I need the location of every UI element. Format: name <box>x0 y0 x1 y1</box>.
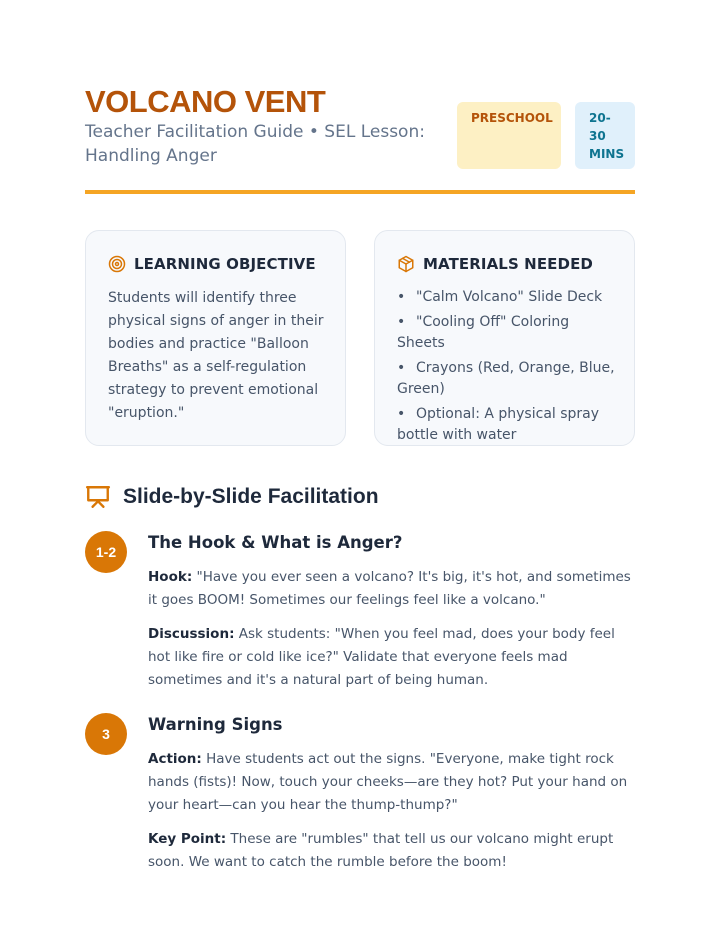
header-divider <box>85 190 635 194</box>
step-body <box>148 531 638 692</box>
list-item: • "Calm Volcano" Slide Deck <box>397 287 619 308</box>
learning-objective-header <box>108 255 316 273</box>
paragraph-text: Ask students: "When you feel mad, does your body feel hot like fire or cold like ice?" Validate that everyone feels mad sometimes and it's a natural part of being human. <box>148 626 615 688</box>
page-title: VOLCANO VENT <box>85 84 326 119</box>
paragraph-text: These are "rumbles" that tell us our volcano might erupt soon. We want to catch the rumble before the boom! <box>148 831 614 870</box>
materials-heading: MATERIALS NEEDED <box>423 255 593 273</box>
step-title: Warning Signs <box>148 715 283 734</box>
paragraph-label: Discussion: <box>148 626 235 642</box>
facilitation-section-header <box>85 484 379 510</box>
step-paragraph <box>148 623 638 692</box>
materials-list <box>397 287 619 450</box>
list-item: • Optional: A physical spray bottle with water <box>397 404 619 446</box>
age-badge: PRESCHOOL <box>457 102 561 169</box>
presentation-icon <box>85 484 111 510</box>
step-paragraph <box>148 566 638 612</box>
target-icon <box>108 255 126 273</box>
step-paragraph <box>148 748 638 817</box>
step-number-badge: 3 <box>85 713 127 755</box>
paragraph-label: Key Point: <box>148 831 227 847</box>
paragraph-label: Action: <box>148 751 202 767</box>
step-paragraph <box>148 828 638 874</box>
materials-header <box>397 255 593 273</box>
page-subtitle: Teacher Facilitation Guide • SEL Lesson: Handling Anger <box>85 122 425 166</box>
learning-objective-text: Students will identify three physical signs of anger in their bodies and practice "Balloon Breaths" as a self-regulation strategy to prevent emotional "eruption." <box>108 290 324 421</box>
learning-objective-card <box>85 230 346 446</box>
learning-objective-heading: LEARNING OBJECTIVE <box>134 255 316 273</box>
section-title: Slide-by-Slide Facilitation <box>123 485 379 508</box>
list-item: • "Cooling Off" Coloring Sheets <box>397 312 619 354</box>
duration-badge: 20- 30 MINS <box>575 102 635 169</box>
step-number-badge: 1-2 <box>85 531 127 573</box>
step-body <box>148 713 638 874</box>
paragraph-text: "Have you ever seen a volcano? It's big, it's hot, and sometimes it goes BOOM! Sometimes our feelings feel like a volcano." <box>148 569 631 608</box>
materials-card <box>374 230 635 446</box>
paragraph-label: Hook: <box>148 569 193 585</box>
step-title: The Hook & What is Anger? <box>148 533 403 552</box>
box-icon <box>397 255 415 273</box>
paragraph-text: Have students act out the signs. "Everyone, make tight rock hands (fists)! Now, touch your cheeks—are they hot? Put your hand on your heart—can you hear the thump-thump?" <box>148 751 628 813</box>
list-item: • Crayons (Red, Orange, Blue, Green) <box>397 358 619 400</box>
